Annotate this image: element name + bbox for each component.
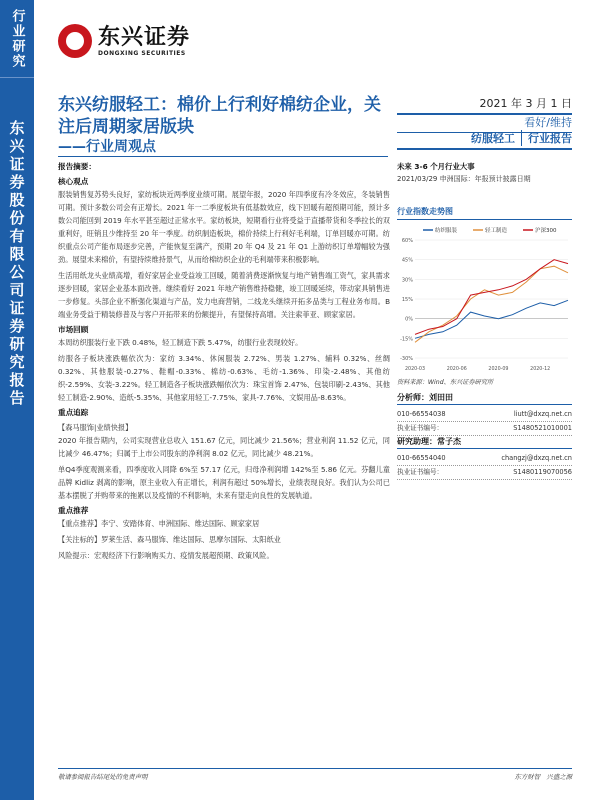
assistant-cert-label: 执业证书编号：	[397, 468, 444, 476]
summary-heading: 报告摘要：	[58, 162, 96, 171]
upcoming-event-item: 2021/03/29 申洲国际：年报预计披露日期	[397, 175, 531, 183]
assistant-contact-row	[397, 452, 572, 466]
company-logo	[58, 24, 190, 58]
assistant-block	[397, 436, 572, 480]
chart-y-tick-label: 45%	[401, 257, 413, 264]
core-view-paragraph-2: 生活用纸龙头业绩高增，看好家居企业受益竣工回暖，随着消费逐渐恢复与地产销售端工资气，家具需求逐步回暖，家居企业基本面改善。继续看好 2021 年地产销售维持稳健，竣工回暖延续，带动家具销售进一步修复。头部企业不断强化渠道与产品，发力电商营销，二线龙头继续开拓多品类与工程业务布局。B 端业务受益于精装修普及与客户开拓带来的份额提升，有望保持高增。关注索菲亚、顾家家居。	[58, 271, 390, 319]
tag-type: 行业报告	[521, 130, 572, 146]
chart-y-tick-label: 15%	[401, 297, 413, 303]
chart-x-tick-label: 2020-03	[404, 367, 426, 372]
assistant-email[interactable]: changzj@dxzq.net.cn	[501, 454, 572, 462]
market-review-heading: 市场回顾	[58, 325, 89, 334]
report-title: 东兴纺服轻工：棉价上行利好棉纺企业，关注后周期家居版块	[58, 95, 381, 137]
chart-title: 行业指数走势图	[397, 206, 572, 220]
assistant-cert-row	[397, 466, 572, 480]
logo-en: DONGXING SECURITIES	[98, 49, 186, 57]
report-body	[58, 158, 390, 562]
logo-cn: 东兴证券	[98, 24, 191, 50]
report-subtitle: ——行业周观点	[58, 139, 156, 155]
rating: 看好/维持	[397, 114, 572, 133]
index-trend-chart	[397, 222, 572, 374]
analyst-phone: 010-66554038	[397, 410, 446, 418]
risk-warning: 风险提示：宏观经济下行影响购买力、疫情发展超预期、政策风险。	[58, 551, 274, 560]
chart-y-tick-label: 0%	[405, 316, 413, 323]
upcoming-events-heading: 未来 3-6 个月行业大事	[397, 162, 475, 171]
market-review-paragraph-1: 本周纺织服装行业下跌 0.48%，轻工制造下跌 5.47%，纺服行业表现较好。	[58, 338, 303, 347]
chart-series-line	[415, 300, 568, 338]
analyst-block	[397, 392, 572, 436]
report-tags	[397, 130, 572, 150]
chart-x-tick-label: 2020-06	[446, 367, 467, 372]
key-tracking-paragraph-2: 单Q4季度观测来看，四季度收入同降 6%至 57.17 亿元，归母净利润增 142%至 5.86 亿元。芬翻儿童品牌 Kidliz 剥离的影响，原主业收入有正增长，利润有超过 50%增长，业绩表现良好。我们认为公司已基本摆脱了并购带来的拖累以及疫情的不利影响，未来有望走向良性的发展轨道。	[58, 465, 390, 500]
chart-x-tick-label: 2020-12	[530, 367, 551, 372]
chart-x-tick-label: 2020-09	[488, 367, 509, 372]
analyst-name: 分析师：刘田田	[397, 392, 572, 405]
core-view-heading: 核心观点	[58, 177, 89, 186]
logo-mark-icon	[58, 24, 92, 58]
analyst-email[interactable]: liutt@dxzq.net.cn	[513, 410, 572, 418]
assistant-cert: S1480119070056	[513, 468, 572, 476]
recommend-list-1: 【重点推荐】李宁、安踏体育、申洲国际、维达国际、顾家家居	[58, 519, 260, 528]
report-date: 2021 年 3 月 1 日	[397, 95, 572, 115]
sidebar-category: 行业研究	[0, 0, 34, 78]
chart-y-tick-label: 30%	[401, 277, 413, 284]
footer-divider	[58, 768, 572, 769]
chart-y-tick-label: -15%	[400, 336, 413, 343]
chart-y-tick-label: -30%	[400, 356, 413, 362]
chart-legend-label: 轻工制造	[485, 228, 508, 234]
key-tracking-bracket: 【森马服饰|业绩快报】	[58, 423, 133, 432]
title-divider	[58, 156, 388, 157]
tag-industry: 纺服轻工	[471, 132, 515, 145]
chart-svg	[397, 222, 572, 374]
recommend-list-2: 【关注标的】罗莱生活、森马服饰、维达国际、思摩尔国际、太阳纸业	[58, 535, 281, 544]
recommend-heading: 重点推荐	[58, 506, 89, 515]
key-tracking-heading: 重点追踪	[58, 408, 89, 417]
chart-series-line	[415, 260, 568, 335]
key-tracking-paragraph-1: 2020 年报告期内，公司实现营业总收入 151.67 亿元，同比减少 21.56%；营业利润 11.52 亿元，同比减少 46.47%；归属于上市公司股东的净利润 8.02 亿元，同比减少 48.21%。	[58, 436, 390, 458]
chart-y-tick-label: 60%	[401, 238, 413, 244]
assistant-name: 研究助理：常子杰	[397, 436, 572, 449]
assistant-phone: 010-66554040	[397, 454, 446, 462]
analyst-contact-row	[397, 408, 572, 422]
chart-legend-label: 纺织服装	[435, 228, 458, 234]
analyst-cert: S1480521010001	[513, 424, 572, 432]
market-review-paragraph-2: 纺服各子板块涨跌幅依次为：家纺 3.34%、休闲服装 2.72%、男装 1.27%、辅料 0.32%、丝绸 0.32%、其他服装-0.27%、鞋帽-0.33%、棉纺-0.63%、毛纺-1.36%、印染-2.48%、其他纺织-2.59%、女装-3.22%。轻工制造各子板块涨跌幅依次为：珠宝首饰 2.47%、包装印刷-2.43%、其他轻工制造-2.90%、造纸-5.35%、其他家用轻工-7.75%、家具-7.76%、文娱用品-8.63%。	[58, 354, 390, 402]
footer-slogan: 东方财智 兴盛之源	[514, 773, 572, 781]
chart-legend-label: 沪深300	[535, 228, 557, 234]
sidebar-company-name: 东兴证券股份有限公司证券研究报告	[7, 120, 26, 408]
footer-disclaimer: 敬请参阅报告结尾处的免责声明	[58, 773, 148, 781]
core-view-paragraph-1: 服装销售复苏势头良好，家纺板块近两季度业绩可期。展望年报，2020 年四季度有冷冬效应，冬装销售可期。预计多数公司会有正增长。2021 年一二季度板块有低基数效应，线下回暖有超预期可能，预计多数公司能回到 2019 年水平甚至超过正常水平。家纺板块，短期看行业将受益于直播带货和冬季拉长的双重利好，旺销且少维持至 20 年一季度。纺织制造板块，棉价持续上行利好毛利端，订单回暖亦可期。纺织重点公司产能布局逐步完善，产能恢复至满产，预期 20 年 Q4 及 21 年 Q1 上游纺织订单增幅较为强劲。展望未来棉价，有望持续维持景气，从而给棉纺织企业的毛利端带来积极影响。	[58, 190, 390, 264]
analyst-cert-label: 执业证书编号：	[397, 424, 444, 432]
analyst-cert-row	[397, 422, 572, 436]
chart-source: 资料来源：Wind、东兴证券研究所	[397, 379, 494, 386]
